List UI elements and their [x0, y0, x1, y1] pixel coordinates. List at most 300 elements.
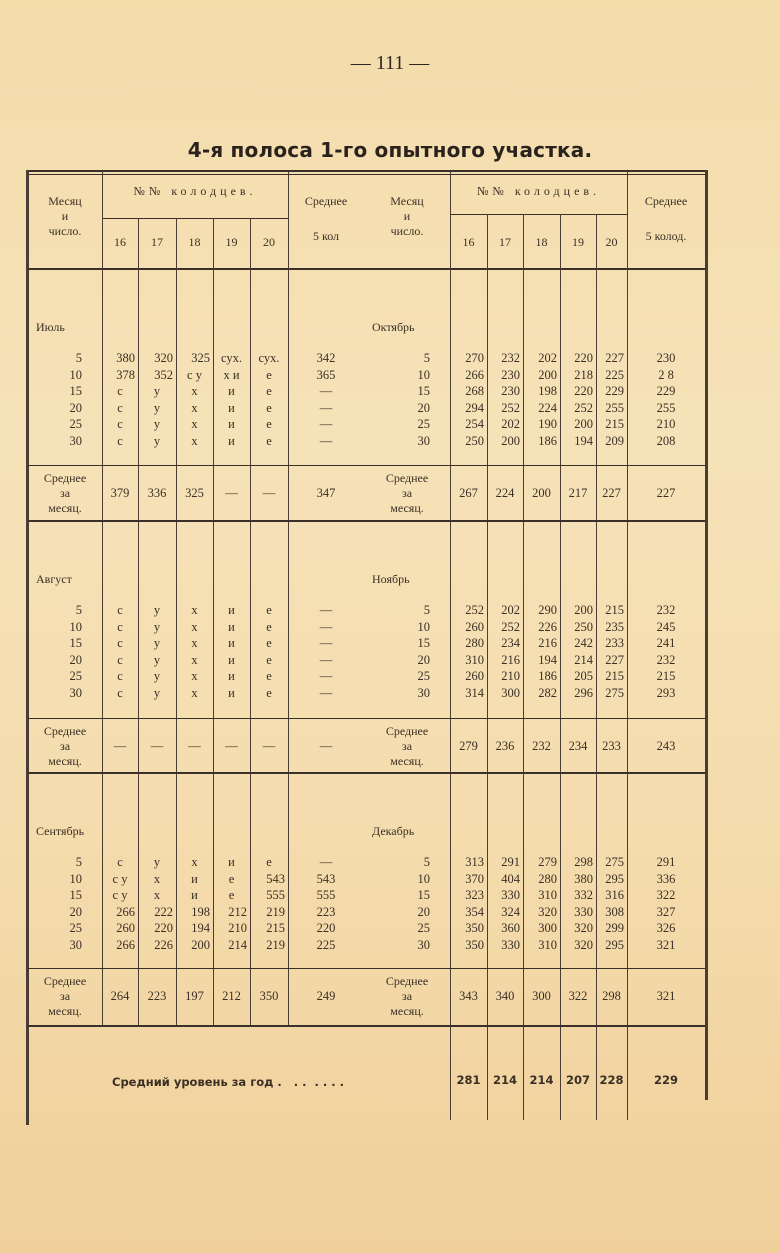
left-well-value: 325 — [191, 351, 210, 365]
right-well-value: 202 — [501, 417, 520, 431]
left-well-value: и — [191, 888, 198, 902]
left-well-value: е — [266, 384, 272, 398]
right-day: 30 — [417, 433, 430, 448]
right-well-value: 226 — [538, 619, 557, 634]
left-day: 20 — [69, 904, 82, 919]
right-well-value: 332 — [574, 888, 593, 902]
left-header-month-line: число. — [48, 224, 82, 238]
right-summary-value: 233 — [602, 739, 621, 753]
left-summary-value: 350 — [259, 989, 279, 1003]
right-well-value: 300 — [501, 685, 520, 700]
right-day: 20 — [417, 400, 430, 415]
left-well-value: с — [117, 855, 123, 869]
left-summary-label-line: за — [59, 989, 71, 1003]
left-well-value: у — [153, 619, 161, 634]
left-summary-label-line: месяц. — [48, 501, 82, 515]
left-well-value: е — [266, 636, 272, 650]
right-row-average: 245 — [656, 619, 676, 634]
left-well-value: и — [228, 384, 235, 398]
left-header-well-number: 19 — [225, 235, 238, 249]
right-well-value: 227 — [605, 652, 624, 667]
left-well-value: сух. — [258, 351, 280, 365]
column-rule — [705, 170, 708, 1100]
right-well-value: 220 — [574, 384, 593, 398]
right-well-value: 252 — [501, 619, 520, 634]
left-day: 15 — [69, 888, 82, 902]
left-summary-label-line: Среднее — [43, 471, 87, 485]
right-summary-label-line: Среднее — [385, 724, 429, 738]
left-well-value: х — [191, 433, 198, 448]
right-row-average: 322 — [656, 888, 676, 902]
left-row-average: — — [319, 400, 333, 415]
right-well-value: 230 — [501, 384, 520, 398]
right-row-average: 336 — [656, 871, 676, 886]
left-summary-label-line: месяц. — [48, 1004, 82, 1018]
left-well-value: 266 — [116, 937, 135, 952]
right-well-value: 350 — [465, 921, 484, 935]
right-day: 25 — [417, 921, 430, 935]
left-well-value: у — [153, 384, 161, 398]
left-summary-value: — — [262, 739, 276, 753]
left-well-value: у — [153, 417, 161, 431]
left-well-value: сух. — [220, 351, 242, 365]
left-well-value: 215 — [266, 921, 285, 935]
right-summary-label-line: Среднее — [385, 974, 429, 988]
right-well-value: 310 — [538, 937, 557, 952]
right-month-name: Декабрь — [372, 824, 415, 838]
right-well-value: 266 — [465, 367, 484, 382]
right-well-value: 235 — [605, 619, 624, 634]
right-well-value: 216 — [538, 636, 557, 650]
left-well-value: е — [228, 871, 235, 886]
left-summary-label-line: Среднее — [43, 974, 87, 988]
table-rule — [28, 268, 705, 270]
right-summary-value: 279 — [459, 739, 478, 753]
annual-well-value: 214 — [492, 1073, 517, 1087]
left-header-well-number: 16 — [114, 235, 126, 249]
annual-well-value: 228 — [599, 1073, 624, 1087]
right-day: 15 — [417, 888, 430, 902]
right-well-value: 275 — [605, 685, 624, 700]
right-row-average: 215 — [656, 669, 676, 683]
right-row-average: 229 — [656, 384, 676, 398]
table-rule — [28, 968, 705, 969]
right-summary-value: 300 — [532, 989, 551, 1003]
left-row-average: — — [319, 384, 333, 398]
right-well-value: 404 — [501, 871, 520, 886]
left-day: 25 — [69, 669, 82, 683]
right-header-avg-bottom: 5 колод. — [645, 229, 687, 243]
right-well-value: 296 — [574, 685, 593, 700]
right-well-value: 310 — [538, 888, 557, 902]
left-well-value: е — [266, 619, 272, 634]
left-header-well-number: 20 — [263, 235, 275, 249]
left-well-value: х — [191, 400, 198, 415]
left-well-value: и — [228, 433, 235, 448]
left-well-value: с — [117, 669, 123, 683]
left-header-avg-top: Среднее — [304, 194, 348, 208]
right-day: 5 — [423, 603, 430, 617]
right-row-average: 291 — [656, 855, 676, 869]
right-well-value: 323 — [465, 888, 484, 902]
table-rule — [28, 520, 705, 522]
left-row-average: 342 — [316, 351, 336, 365]
left-well-value: е — [266, 433, 272, 448]
left-header-avg-bottom: 5 кол — [312, 229, 340, 243]
right-well-value: 252 — [501, 400, 520, 415]
left-well-value: х — [191, 384, 198, 398]
right-well-value: 194 — [538, 652, 557, 667]
left-row-average: — — [319, 636, 333, 650]
left-well-value: 543 — [266, 871, 285, 886]
right-summary-value: 200 — [532, 486, 551, 500]
right-month-name: Ноябрь — [372, 572, 410, 586]
right-well-value: 280 — [538, 871, 557, 886]
left-row-average: — — [319, 417, 333, 431]
left-well-value: с у — [112, 871, 128, 886]
left-well-value: с — [117, 619, 123, 634]
right-well-value: 224 — [538, 400, 557, 415]
left-day: 20 — [69, 400, 82, 415]
right-header-well-number: 18 — [535, 235, 548, 249]
right-summary-value: 267 — [459, 486, 478, 500]
left-row-average: — — [319, 855, 333, 869]
left-header-month-line: Месяц — [48, 194, 82, 208]
right-summary-label-line: месяц. — [390, 1004, 424, 1018]
right-well-value: 220 — [574, 351, 593, 365]
left-well-value: х и — [223, 367, 240, 382]
right-well-value: 300 — [538, 921, 557, 935]
right-well-value: 252 — [574, 400, 593, 415]
left-summary-value: 325 — [185, 486, 204, 500]
right-well-value: 202 — [501, 603, 520, 617]
right-well-value: 216 — [501, 652, 520, 667]
left-well-value: 352 — [154, 367, 173, 382]
right-well-value: 370 — [465, 871, 484, 886]
left-well-value: и — [228, 636, 235, 650]
left-row-average: — — [319, 619, 333, 634]
right-well-value: 290 — [538, 603, 557, 617]
right-summary-average: 243 — [656, 739, 676, 753]
right-well-value: 279 — [538, 855, 557, 869]
right-well-value: 260 — [465, 619, 484, 634]
left-day: 10 — [69, 619, 82, 634]
right-well-value: 227 — [605, 351, 624, 365]
left-row-average: 223 — [316, 904, 336, 919]
right-day: 10 — [417, 619, 430, 634]
right-summary-label-line: Среднее — [385, 471, 429, 485]
right-well-value: 229 — [605, 384, 624, 398]
left-row-average: — — [319, 669, 333, 683]
left-well-value: у — [153, 636, 161, 650]
left-well-value: 194 — [191, 921, 210, 935]
right-row-average: 321 — [656, 937, 676, 952]
table-rule — [450, 214, 627, 215]
table-rule — [28, 465, 705, 466]
left-row-average: 225 — [316, 937, 336, 952]
left-row-average: — — [319, 603, 333, 617]
left-well-value: у — [153, 433, 161, 448]
left-well-value: и — [228, 417, 235, 431]
page-number: — 111 — — [350, 52, 430, 74]
left-summary-average: 347 — [316, 486, 336, 500]
right-well-value: 200 — [501, 433, 520, 448]
right-well-value: 233 — [605, 636, 624, 650]
right-well-value: 350 — [465, 937, 484, 952]
right-row-average: 230 — [656, 351, 676, 365]
right-summary-label-line: месяц. — [390, 754, 424, 768]
right-header-month-line: число. — [390, 224, 424, 238]
left-well-value: у — [153, 652, 161, 667]
left-well-value: 266 — [116, 904, 135, 919]
left-well-value: х — [191, 636, 198, 650]
left-header-wells: №№ колодцев. — [133, 184, 257, 198]
table-rule — [26, 170, 708, 172]
right-header-avg-top: Среднее — [644, 194, 688, 208]
left-well-value: и — [228, 619, 235, 634]
left-well-value: е — [266, 669, 272, 683]
right-well-value: 250 — [465, 433, 484, 448]
right-well-value: 215 — [605, 603, 624, 617]
right-well-value: 234 — [501, 636, 520, 650]
right-header-well-number: 16 — [462, 235, 475, 249]
left-day: 25 — [69, 417, 82, 431]
left-well-value: х — [191, 652, 198, 667]
left-row-average: — — [319, 652, 333, 667]
left-well-value: у — [153, 685, 161, 700]
right-well-value: 230 — [501, 367, 520, 382]
right-well-value: 186 — [538, 669, 557, 683]
right-day: 30 — [417, 685, 430, 700]
table-rule — [28, 1025, 705, 1027]
right-header-month-line: Месяц — [390, 194, 424, 208]
right-well-value: 214 — [574, 652, 593, 667]
left-well-value: с — [117, 685, 123, 700]
left-summary-value: 336 — [147, 486, 167, 500]
right-well-value: 215 — [605, 417, 624, 431]
left-well-value: 198 — [191, 904, 210, 919]
left-summary-value: — — [262, 486, 276, 500]
right-well-value: 299 — [605, 921, 624, 935]
right-well-value: 282 — [538, 685, 557, 700]
right-well-value: 316 — [605, 888, 624, 902]
right-day: 20 — [417, 652, 430, 667]
left-well-value: е — [266, 685, 272, 700]
right-row-average: 241 — [656, 636, 676, 650]
left-well-value: и — [228, 652, 235, 667]
right-well-value: 194 — [574, 433, 593, 448]
table-rule — [26, 174, 708, 175]
left-day: 10 — [69, 367, 82, 382]
left-well-value: 219 — [266, 904, 285, 919]
right-header-wells: №№ колодцев. — [476, 184, 601, 198]
right-well-value: 254 — [465, 417, 484, 431]
left-row-average: — — [319, 433, 333, 448]
right-day: 15 — [417, 636, 430, 650]
left-well-value: и — [228, 400, 235, 415]
left-well-value: х — [191, 619, 198, 634]
right-well-value: 295 — [605, 937, 624, 952]
left-row-average: 555 — [316, 888, 336, 902]
right-summary-label-line: месяц. — [390, 501, 424, 515]
right-well-value: 330 — [501, 888, 520, 902]
right-well-value: 324 — [501, 904, 520, 919]
right-summary-value: 322 — [568, 989, 588, 1003]
right-row-average: 326 — [656, 921, 676, 935]
left-month-name: Сентябрь — [36, 824, 85, 838]
left-day: 30 — [69, 433, 82, 448]
right-day: 10 — [417, 367, 430, 382]
right-summary-value: 234 — [568, 739, 588, 753]
right-well-value: 314 — [465, 685, 484, 700]
right-day: 5 — [423, 855, 430, 869]
right-well-value: 190 — [538, 417, 557, 431]
right-day: 20 — [417, 904, 430, 919]
left-well-value: и — [191, 871, 198, 886]
right-well-value: 354 — [465, 904, 484, 919]
left-day: 15 — [69, 384, 82, 398]
right-well-value: 209 — [605, 433, 624, 448]
left-row-average: 220 — [316, 921, 336, 935]
left-well-value: 219 — [266, 937, 285, 952]
right-well-value: 210 — [501, 669, 520, 683]
left-well-value: с у — [187, 367, 202, 382]
left-well-value: 200 — [191, 937, 210, 952]
right-row-average: 327 — [656, 904, 676, 919]
right-well-value: 320 — [574, 921, 593, 935]
left-well-value: и — [228, 603, 235, 617]
left-summary-average: 249 — [316, 989, 336, 1003]
right-well-value: 295 — [605, 871, 624, 886]
right-row-average: 2 8 — [658, 367, 674, 382]
left-well-value: х — [153, 888, 161, 902]
right-well-value: 320 — [574, 937, 593, 952]
right-summary-value: 298 — [602, 989, 621, 1003]
right-well-value: 275 — [605, 855, 624, 869]
left-month-name: Август — [36, 572, 72, 586]
left-well-value: с — [117, 384, 123, 398]
right-header-well-number: 20 — [605, 235, 618, 249]
right-summary-average: 321 — [656, 989, 676, 1003]
left-day: 25 — [69, 921, 82, 935]
left-summary-label-line: за — [59, 739, 71, 753]
left-well-value: е — [266, 400, 272, 415]
right-row-average: 293 — [656, 685, 676, 700]
left-well-value: е — [266, 603, 272, 617]
left-well-value: е — [266, 367, 272, 382]
right-well-value: 198 — [538, 384, 557, 398]
left-well-value: 220 — [154, 921, 173, 935]
right-summary-label-line: за — [401, 989, 413, 1003]
left-header-well-number: 17 — [151, 235, 163, 249]
right-well-value: 205 — [574, 669, 593, 683]
right-day: 25 — [417, 417, 430, 431]
right-well-value: 320 — [538, 904, 557, 919]
right-well-value: 291 — [501, 855, 520, 869]
left-well-value: х — [191, 685, 198, 700]
left-month-name: Июль — [36, 320, 65, 334]
left-summary-value: — — [225, 486, 238, 500]
right-well-value: 294 — [465, 400, 484, 415]
right-well-value: 380 — [574, 871, 593, 886]
left-summary-value: 212 — [222, 989, 241, 1003]
left-day: 5 — [75, 855, 82, 869]
left-summary-value: — — [113, 739, 127, 753]
left-well-value: и — [228, 855, 235, 869]
left-well-value: х — [191, 669, 198, 683]
right-summary-value: 217 — [568, 486, 588, 500]
left-day: 5 — [75, 351, 82, 365]
right-summary-value: 232 — [532, 739, 551, 753]
table-rule — [102, 218, 288, 219]
left-well-value: е — [266, 855, 272, 869]
annual-well-value: 207 — [565, 1073, 590, 1087]
annual-well-value: 281 — [456, 1073, 481, 1087]
right-summary-value: 236 — [495, 739, 515, 753]
right-well-value: 280 — [465, 636, 484, 650]
left-summary-value: 223 — [147, 989, 167, 1003]
left-summary-label-line: Среднее — [43, 724, 87, 738]
left-day: 10 — [69, 871, 82, 886]
left-well-value: с — [117, 603, 123, 617]
left-well-value: у — [153, 603, 161, 617]
left-day: 30 — [69, 685, 82, 700]
right-well-value: 313 — [465, 855, 484, 869]
left-well-value: е — [266, 652, 272, 667]
left-well-value: 380 — [116, 351, 135, 365]
right-well-value: 270 — [465, 351, 484, 365]
left-well-value: е — [228, 888, 235, 902]
right-summary-value: 340 — [495, 989, 515, 1003]
left-well-value: 214 — [228, 937, 247, 952]
right-month-name: Октябрь — [372, 320, 415, 334]
left-well-value: 555 — [266, 888, 285, 902]
left-summary-value: — — [188, 739, 201, 753]
right-row-average: 232 — [656, 603, 676, 617]
right-well-value: 202 — [538, 351, 557, 365]
right-well-value: 242 — [574, 636, 593, 650]
right-well-value: 200 — [574, 603, 593, 617]
table-title: 4-я полоса 1-го опытного участка. — [187, 138, 593, 162]
left-well-value: с — [117, 400, 123, 415]
left-header-month-line: и — [61, 209, 69, 223]
right-header-well-number: 17 — [499, 235, 511, 249]
left-well-value: 210 — [228, 921, 247, 935]
left-summary-value: 197 — [185, 989, 204, 1003]
left-well-value: с — [117, 652, 123, 667]
left-well-value: у — [153, 855, 161, 869]
right-well-value: 200 — [574, 417, 593, 431]
right-header-well-number: 19 — [572, 235, 584, 249]
left-well-value: 212 — [228, 904, 247, 919]
left-well-value: х — [191, 855, 198, 869]
left-summary-label-line: месяц. — [48, 754, 82, 768]
left-row-average: 543 — [316, 871, 336, 886]
left-well-value: и — [228, 685, 235, 700]
left-well-value: х — [153, 871, 161, 886]
right-well-value: 308 — [605, 904, 624, 919]
right-well-value: 232 — [501, 351, 520, 365]
left-well-value: х — [191, 417, 198, 431]
left-row-average: — — [319, 685, 333, 700]
left-summary-value: — — [150, 739, 164, 753]
right-day: 30 — [417, 937, 430, 952]
right-well-value: 215 — [605, 669, 624, 683]
left-summary-value: 379 — [110, 486, 130, 500]
annual-average: 229 — [653, 1073, 678, 1087]
right-well-value: 252 — [465, 603, 484, 617]
right-well-value: 268 — [465, 384, 484, 398]
